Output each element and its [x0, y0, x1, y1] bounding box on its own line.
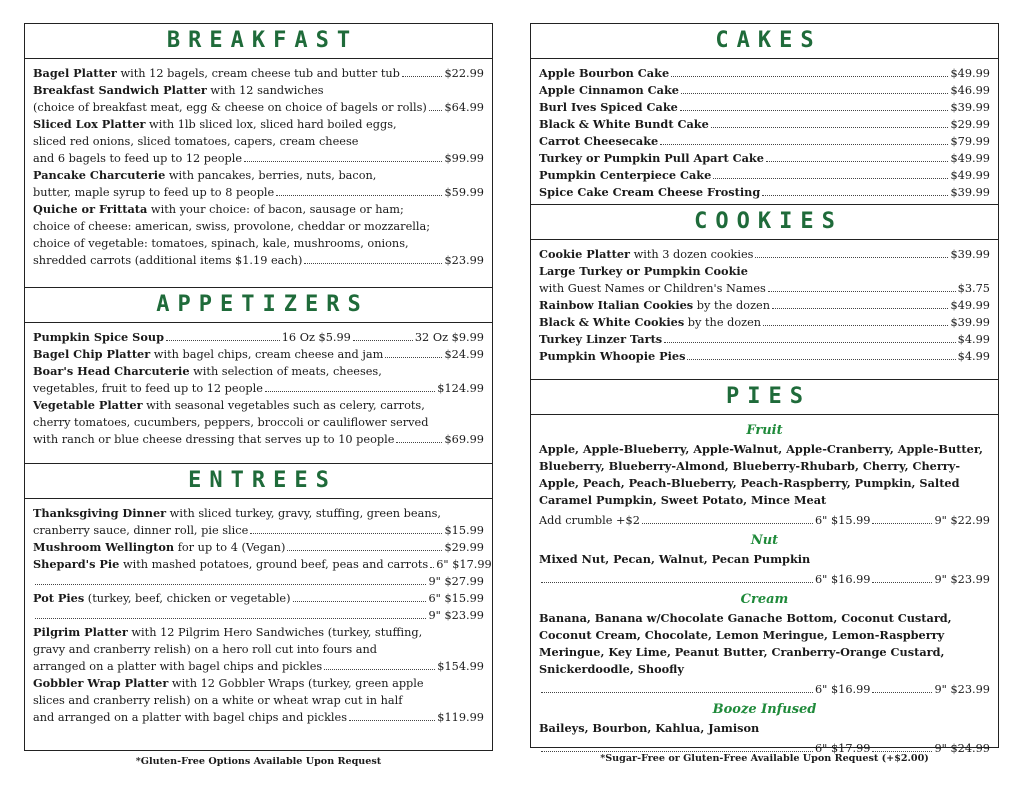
cream-pie-list: Banana, Banana w/Chocolate Ganache Bottom, Coconut Custard, Coconut Cream, Chocolate, Lemon Meringue, Lemon-Raspberry Meringue, Key Lime, Peanut Butter, Cranberry-Orange Custard, Snickerdoodle, Shoofly: [539, 611, 952, 676]
menu-item-name: Bagel Chip Platter: [33, 347, 151, 361]
dot-leader: [402, 66, 443, 77]
menu-item-line: [33, 235, 484, 252]
menu-item-price: $69.99: [444, 433, 484, 446]
menu-item-description: vegetables, fruit to feed up to 12 people: [33, 382, 263, 395]
appetizers-list: [33, 346, 484, 448]
menu-item-line: [33, 218, 484, 235]
breakfast-heading: BREAKFAST: [25, 24, 492, 59]
menu-item-price: $4.99: [957, 333, 990, 346]
menu-item-line: [33, 65, 484, 82]
menu-item-line: [539, 65, 990, 82]
dot-leader: [276, 185, 442, 196]
menu-item-price: $124.99: [437, 382, 484, 395]
dot-leader: [872, 741, 932, 752]
menu-item-price: $29.99: [950, 118, 990, 131]
fruit-pie-list: Apple, Apple-Blueberry, Apple-Walnut, Apple-Cranberry, Apple-Butter, Blueberry, Blueberry-Almond, Blueberry-Rhubarb, Cherry, Cherry-Apple, Peach, Peach-Blueberry, Peach-Raspberry, Pumpkin, Salted Caramel Pumpkin, Sweet Potato, Mince Meat: [539, 442, 983, 507]
menu-item-price: $49.99: [950, 299, 990, 312]
menu-item-line: [539, 184, 990, 201]
right-column: [530, 23, 999, 755]
menu-item-price: 6" $15.99: [428, 592, 484, 605]
nut-price-9: 9" $23.99: [934, 573, 990, 586]
menu-item-line: [33, 607, 484, 624]
gluten-free-footnote: *Gluten-Free Options Available Upon Request: [135, 756, 382, 767]
menu-item-line: [33, 505, 484, 522]
cakes-list: [539, 65, 990, 201]
menu-item-name: Mushroom Wellington: [33, 540, 175, 554]
menu-item-description: by the dozen: [684, 316, 762, 329]
menu-item-description: choice of vegetable: tomatoes, spinach, kale, mushrooms, onions,: [33, 237, 409, 250]
appetizers-section: [24, 288, 493, 464]
menu-item-price: 6" $17.99: [436, 558, 492, 571]
dot-leader: [872, 572, 932, 583]
menu-item-line: [33, 431, 484, 448]
menu-item-name: Shepard's Pie: [33, 557, 120, 571]
menu-item-description: for up to 4 (Vegan): [174, 541, 286, 554]
dot-leader: [768, 281, 956, 292]
cakes-section: [530, 23, 999, 205]
menu-item-price: $99.99: [444, 152, 484, 165]
menu-item-line: [33, 641, 484, 658]
menu-item-description: and 6 bagels to feed up to 12 people: [33, 152, 243, 165]
dot-leader: [304, 253, 442, 264]
menu-item-line: [33, 380, 484, 397]
dot-leader: [430, 557, 434, 568]
booze-price-6: 6" $17.99: [814, 742, 871, 755]
menu-item-description: with your choice: of bacon, sausage or ham;: [147, 203, 404, 216]
menu-item-name: Thanksgiving Dinner: [33, 506, 167, 520]
menu-item-description: with 12 Pilgrim Hero Sandwiches (turkey, stuffing,: [127, 626, 423, 639]
menu-item-price: $49.99: [950, 67, 990, 80]
menu-item-description: cherry tomatoes, cucumbers, peppers, broccoli or cauliflower served: [33, 416, 429, 429]
menu-item-line: [33, 658, 484, 675]
menu-item-description: with 12 Gobbler Wraps (turkey, green apple: [168, 677, 424, 690]
menu-item-price: $24.99: [444, 348, 484, 361]
menu-item-description: with selection of meats, cheeses,: [189, 365, 382, 378]
menu-item-line: [539, 331, 990, 348]
dot-leader: [35, 574, 426, 585]
menu-item-description: gravy and cranberry relish) on a hero roll cut into fours and: [33, 643, 377, 656]
menu-item-line: [33, 397, 484, 414]
menu-item-description: arranged on a platter with bagel chips and pickles: [33, 660, 323, 673]
menu-item-name: Pilgrim Platter: [33, 625, 128, 639]
menu-item-line: [539, 133, 990, 150]
dot-leader: [396, 432, 442, 443]
menu-item-description: (turkey, beef, chicken or vegetable): [84, 592, 291, 605]
menu-item-line: [33, 590, 484, 607]
menu-item-description: with 3 dozen cookies: [629, 248, 754, 261]
menu-item-line: [539, 116, 990, 133]
menu-item-price: $79.99: [950, 135, 990, 148]
menu-item-description: with pancakes, berries, nuts, bacon,: [165, 169, 377, 182]
menu-item-name: Carrot Cheesecake: [539, 134, 659, 148]
dot-leader: [293, 591, 427, 602]
menu-item-name: Gobbler Wrap Platter: [33, 676, 169, 690]
menu-item-price: $49.99: [950, 152, 990, 165]
fruit-price-6: 6" $15.99: [814, 514, 871, 527]
menu-item-line: [33, 133, 484, 150]
dot-leader: [671, 66, 948, 77]
menu-item-name: Spice Cake Cream Cheese Frosting: [539, 185, 761, 199]
menu-item-line: [539, 348, 990, 365]
menu-item-line: [539, 314, 990, 331]
nut-price-6: 6" $16.99: [814, 573, 871, 586]
menu-item-line: [33, 99, 484, 116]
menu-item-line: [33, 414, 484, 431]
dot-leader: [763, 315, 948, 326]
menu-item-price: $39.99: [950, 248, 990, 261]
menu-item-description: and arranged on a platter with bagel chips and pickles: [33, 711, 348, 724]
menu-item-line: [539, 263, 990, 280]
menu-item-line: [33, 522, 484, 539]
dot-leader: [541, 741, 813, 752]
menu-item-line: [539, 167, 990, 184]
sugar-free-footnote: *Sugar-Free or Gluten-Free Available Upon Request (+$2.00): [600, 753, 929, 764]
menu-item-description: with 12 bagels, cream cheese tub and butter tub: [116, 67, 400, 80]
dot-leader: [349, 710, 435, 721]
cookies-list: [539, 246, 990, 365]
menu-item-name: Sliced Lox Platter: [33, 117, 146, 131]
menu-item-line: [539, 150, 990, 167]
left-column: [24, 23, 493, 751]
menu-item-description: shredded carrots (additional items $1.19 each): [33, 254, 303, 267]
menu-item-price: $29.99: [444, 541, 484, 554]
menu-item-description: with 12 sandwiches: [206, 84, 324, 97]
menu-item-description: with 1lb sliced lox, sliced hard boiled eggs,: [145, 118, 397, 131]
menu-item-description: choice of cheese: american, swiss, provolone, cheddar or mozzarella;: [33, 220, 431, 233]
menu-item-name: Boar's Head Charcuterie: [33, 364, 190, 378]
menu-item-price: $46.99: [950, 84, 990, 97]
menu-item-price: 9" $23.99: [428, 609, 484, 622]
menu-item-name: Turkey Linzer Tarts: [539, 332, 663, 346]
nut-pie-list: Mixed Nut, Pecan, Walnut, Pecan Pumpkin: [539, 552, 811, 566]
pies-heading: PIES: [531, 380, 998, 415]
dot-leader: [772, 298, 948, 309]
menu-item-name: Burl Ives Spiced Cake: [539, 100, 678, 114]
dot-leader: [250, 523, 442, 534]
menu-item-name: Bagel Platter: [33, 66, 117, 80]
menu-item-description: by the dozen: [693, 299, 771, 312]
pumpkin-soup-line: [33, 329, 484, 346]
dot-leader: [429, 100, 443, 111]
cream-price-9: 9" $23.99: [934, 683, 990, 696]
menu-item-price: $22.99: [444, 67, 484, 80]
booze-subheading: Booze Infused: [712, 702, 817, 717]
dot-leader: [353, 330, 413, 341]
crumble-addon: Add crumble +$2: [539, 514, 640, 527]
menu-item-price: $49.99: [950, 169, 990, 182]
menu-item-name: Black & White Cookies: [539, 315, 685, 329]
dot-leader: [385, 347, 442, 358]
dot-leader: [541, 682, 813, 693]
menu-item-line: [539, 99, 990, 116]
menu-item-price: $4.99: [957, 350, 990, 363]
menu-item-line: [33, 346, 484, 363]
dot-leader: [872, 682, 932, 693]
menu-item-price: $119.99: [437, 711, 484, 724]
cookies-heading: COOKIES: [531, 205, 998, 240]
soup-size-16: 16 Oz $5.99: [281, 331, 351, 344]
menu-item-description: cranberry sauce, dinner roll, pie slice: [33, 524, 249, 537]
menu-item-name: Pancake Charcuterie: [33, 168, 166, 182]
menu-item-name: Quiche or Frittata: [33, 202, 148, 216]
menu-item-name: Pumpkin Whoopie Pies: [539, 349, 686, 363]
cakes-heading: CAKES: [531, 24, 998, 59]
menu-item-name: Rainbow Italian Cookies: [539, 298, 694, 312]
dot-leader: [244, 151, 442, 162]
menu-item-line: [33, 692, 484, 709]
menu-item-name: Breakfast Sandwich Platter: [33, 83, 207, 97]
dot-leader: [642, 513, 813, 524]
menu-item-line: [539, 297, 990, 314]
menu-item-price: $23.99: [444, 254, 484, 267]
menu-item-price: $3.75: [957, 282, 990, 295]
booze-price-9: 9" $24.99: [934, 742, 990, 755]
menu-item-line: [539, 280, 990, 297]
dot-leader: [287, 540, 442, 551]
menu-item-description: butter, maple syrup to feed up to 8 people: [33, 186, 275, 199]
nut-price-line: [539, 571, 990, 588]
menu-item-line: [539, 82, 990, 99]
entrees-heading: ENTREES: [25, 464, 492, 499]
menu-item-line: [33, 709, 484, 726]
dot-leader: [762, 185, 948, 196]
menu-item-name: Pumpkin Centerpiece Cake: [539, 168, 712, 182]
menu-item-name: Pot Pies: [33, 591, 85, 605]
dot-leader: [755, 247, 948, 258]
dot-leader: [713, 168, 948, 179]
entrees-list: [33, 505, 492, 726]
menu-item-price: 9" $27.99: [428, 575, 484, 588]
menu-item-line: [33, 150, 484, 167]
dot-leader: [664, 332, 955, 343]
fruit-price-9: 9" $22.99: [934, 514, 990, 527]
cream-price-6: 6" $16.99: [814, 683, 871, 696]
menu-item-name: Apple Cinnamon Cake: [539, 83, 679, 97]
menu-item-description: with ranch or blue cheese dressing that serves up to 10 people: [33, 433, 395, 446]
pies-section: [530, 380, 999, 755]
breakfast-section: [24, 23, 493, 288]
menu-item-description: with bagel chips, cream cheese and jam: [150, 348, 384, 361]
menu-item-name: Large Turkey or Pumpkin Cookie: [539, 264, 748, 278]
dot-leader: [680, 100, 949, 111]
dot-leader: [265, 381, 435, 392]
menu-item-name: Vegetable Platter: [33, 398, 143, 412]
dot-leader: [711, 117, 949, 128]
menu-item-description: with seasonal vegetables such as celery, carrots,: [142, 399, 425, 412]
soup-size-32: 32 Oz $9.99: [414, 331, 484, 344]
dot-leader: [541, 572, 813, 583]
menu-item-line: [33, 252, 484, 269]
menu-item-line: [33, 116, 484, 133]
dot-leader: [766, 151, 949, 162]
menu-item-line: [539, 246, 990, 263]
menu-item-price: $39.99: [950, 316, 990, 329]
menu-item-price: $39.99: [950, 101, 990, 114]
menu-item-description: sliced red onions, sliced tomatoes, capers, cream cheese: [33, 135, 359, 148]
cream-subheading: Cream: [740, 592, 789, 607]
menu-item-line: [33, 82, 484, 99]
nut-subheading: Nut: [750, 533, 779, 548]
menu-item-description: (choice of breakfast meat, egg & cheese on choice of bagels or rolls): [33, 101, 427, 114]
menu-item-name: Cookie Platter: [539, 247, 630, 261]
menu-item-line: [33, 201, 484, 218]
menu-item-line: [33, 675, 484, 692]
dot-leader: [681, 83, 949, 94]
menu-item-line: [33, 539, 484, 556]
menu-item-price: $64.99: [444, 101, 484, 114]
menu-item-price: $39.99: [950, 186, 990, 199]
fruit-price-line: [539, 512, 990, 529]
dot-leader: [35, 608, 426, 619]
menu-item-description: with sliced turkey, gravy, stuffing, green beans,: [166, 507, 441, 520]
menu-item-line: [33, 573, 484, 590]
menu-item-line: [33, 624, 484, 641]
cream-price-line: [539, 681, 990, 698]
booze-pie-list: Baileys, Bourbon, Kahlua, Jamison: [539, 721, 760, 735]
dot-leader: [660, 134, 948, 145]
breakfast-list: [33, 65, 484, 269]
menu-item-line: [33, 363, 484, 380]
dot-leader: [687, 349, 955, 360]
dot-leader: [166, 330, 280, 341]
menu-item-description: with mashed potatoes, ground beef, peas and carrots: [119, 558, 429, 571]
menu-item-price: $15.99: [444, 524, 484, 537]
menu-item-price: $59.99: [444, 186, 484, 199]
soup-name: Pumpkin Spice Soup: [33, 330, 164, 344]
appetizers-heading: APPETIZERS: [25, 288, 492, 323]
menu-item-line: [33, 167, 484, 184]
menu-item-name: Turkey or Pumpkin Pull Apart Cake: [539, 151, 764, 165]
menu-item-line: [33, 556, 492, 573]
menu-item-name: Black & White Bundt Cake: [539, 117, 709, 131]
menu-item-description: with Guest Names or Children's Names: [539, 282, 766, 295]
dot-leader: [324, 659, 435, 670]
menu-item-line: [33, 184, 484, 201]
menu-item-price: $154.99: [437, 660, 484, 673]
cookies-section: [530, 205, 999, 380]
menu-item-name: Apple Bourbon Cake: [539, 66, 670, 80]
entrees-section: [24, 464, 493, 751]
dot-leader: [872, 513, 932, 524]
fruit-subheading: Fruit: [746, 423, 783, 438]
menu-item-description: slices and cranberry relish) on a white or wheat wrap cut in half: [33, 694, 403, 707]
